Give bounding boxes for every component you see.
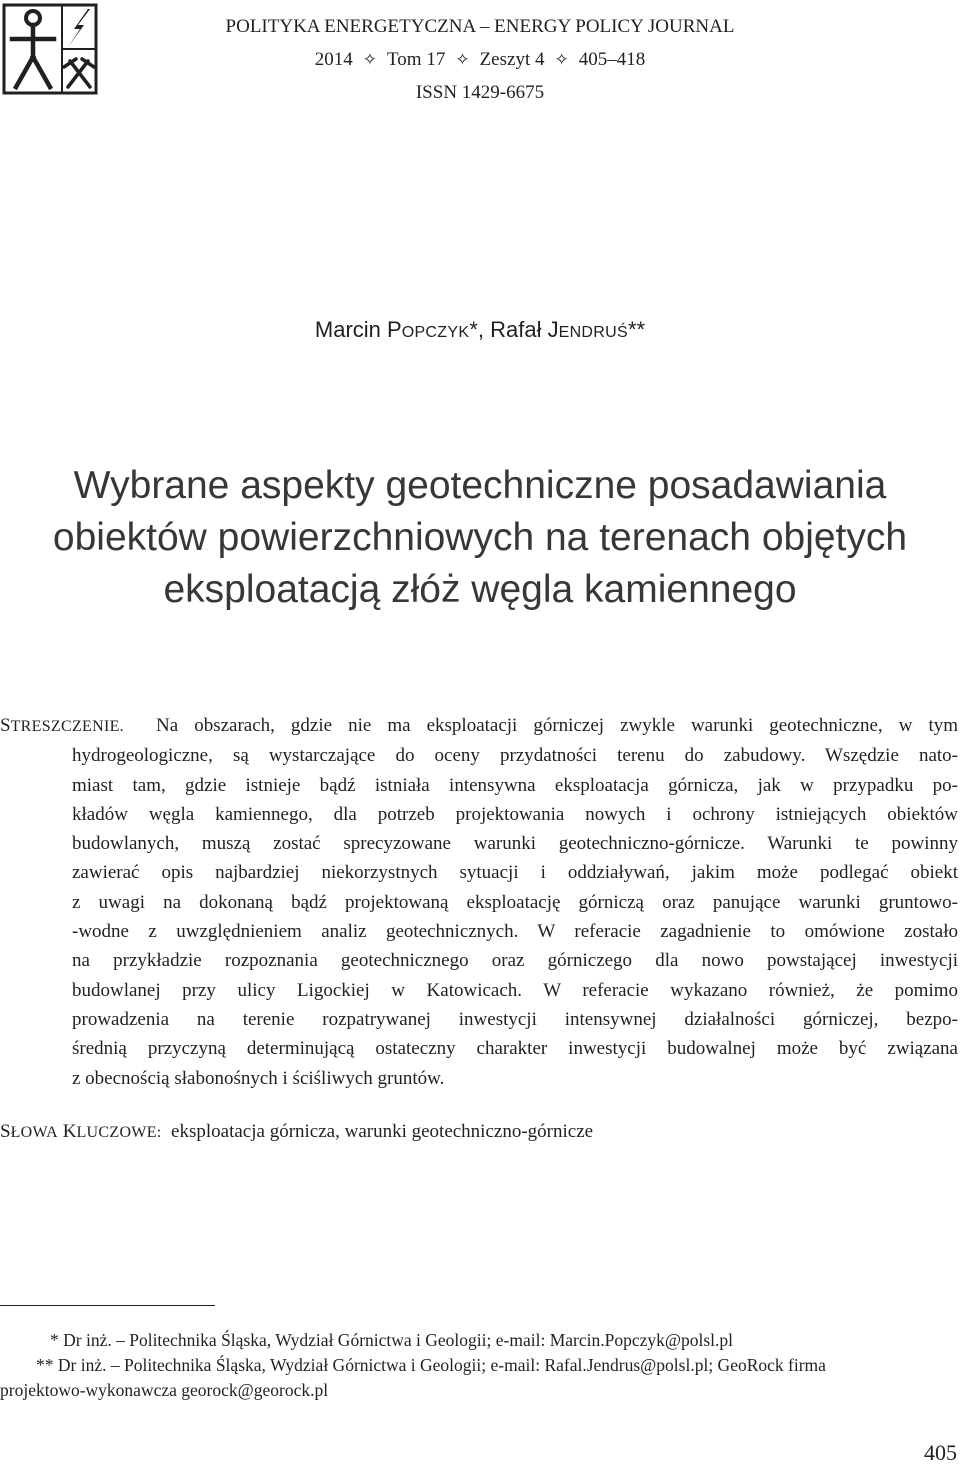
author-footnote-mark: *, bbox=[469, 317, 484, 342]
abstract-line: na przykładzie rozpoznania geotechnicznego oraz górniczego dla nowo powstającej inwestycji bbox=[72, 950, 958, 972]
paper-title bbox=[0, 460, 960, 616]
journal-volume: Tom 17 bbox=[387, 49, 446, 70]
abstract-line: budowlanej przy ulicy Ligockiej w Katowicach. W referacie wykazano również, że pomimo bbox=[72, 979, 958, 1001]
sparkle-separator-icon: ✧ bbox=[455, 50, 470, 69]
journal-year: 2014 bbox=[314, 49, 353, 70]
stick-figure-icon bbox=[12, 11, 54, 87]
footnote: ** Dr inż. – Politechnika Śląska, Wydział Górnictwa i Geologii; e-mail: Rafal.Jendrus@polsl.pl; GeoRock firma bbox=[36, 1355, 826, 1375]
journal-issue: Zeszyt 4 bbox=[479, 49, 545, 70]
title-line: eksploatacją złóż węgla kamiennego bbox=[163, 568, 797, 611]
author-given-name: Marcin bbox=[314, 317, 381, 342]
abstract-line: hydrogeologiczne, są wystarczające do oceny przydatności terenu do zabudowy. Wszędzie nato- bbox=[72, 745, 958, 767]
abstract bbox=[0, 711, 958, 1093]
author-surname: JENDRUŚ bbox=[547, 317, 628, 342]
journal-issue-line bbox=[220, 43, 740, 76]
footnote: * Dr inż. – Politechnika Śląska, Wydział Górnictwa i Geologii; e-mail: Marcin.Popczyk@polsl.pl bbox=[50, 1330, 734, 1350]
abstract-line: z uwagi na dokonaną bądź projektowaną eksploatację górniczą oraz panujące warunki gruntowo- bbox=[72, 891, 958, 913]
abstract-line: z obecnością słabonośnych i ściśliwych gruntów. bbox=[72, 1067, 445, 1089]
abstract-label: STRESZCZENIE. bbox=[0, 715, 124, 736]
abstract-line: budowlanych, muszą zostać sprecyzowane warunki geotechniczno-górnicze. Warunki te powinny bbox=[72, 833, 958, 855]
keywords-text: eksploatacja górnicza, warunki geotechniczno-górnicze bbox=[171, 1121, 594, 1142]
abstract-line: kładów węgla kamiennego, dla potrzeb projektowania nowych i ochrony istniejących obiektów bbox=[72, 803, 958, 825]
footnote-continuation: projektowo-wykonawcza georock@georock.pl bbox=[0, 1380, 329, 1400]
hammer-and-pick-icon bbox=[64, 59, 94, 87]
abstract-line: -wodne z uwzględnieniem analiz geotechnicznych. W referacie zagadnienie to omówione zostało bbox=[72, 921, 958, 943]
journal-header bbox=[220, 10, 740, 109]
title-line: obiektów powierzchniowych na terenach objętych bbox=[52, 516, 908, 559]
abstract-line: średnią przyczyną determinującą ostateczny charakter inwestycji budowalnej może być związana bbox=[72, 1038, 958, 1060]
title-line: Wybrane aspekty geotechniczne posadawiania bbox=[73, 464, 887, 507]
sparkle-separator-icon: ✧ bbox=[362, 50, 378, 69]
journal-issn: ISSN 1429-6675 bbox=[415, 82, 545, 103]
abstract-line: STRESZCZENIE. Na obszarach, gdzie nie ma eksploatacji górniczej zwykle warunki geotechniczne, w tym bbox=[0, 715, 958, 736]
journal-pages: 405–418 bbox=[578, 49, 646, 70]
journal-logo bbox=[2, 3, 98, 95]
author-given-name: Rafał bbox=[490, 317, 542, 342]
footnote-divider bbox=[0, 1305, 215, 1306]
keywords-label: SŁOWA KLUCZOWE: bbox=[0, 1121, 162, 1142]
footnotes bbox=[0, 1328, 958, 1403]
page-number: 405 bbox=[924, 1440, 957, 1465]
journal-name: POLITYKA ENERGETYCZNA – ENERGY POLICY JOURNAL bbox=[225, 16, 735, 37]
keywords bbox=[0, 1121, 960, 1143]
authors-line bbox=[0, 317, 960, 343]
abstract-line: zawierać opis najbardziej niekorzystnych sytuacji i oddziaływań, jakim może podlegać obiekt bbox=[72, 862, 958, 884]
abstract-line: miast tam, gdzie istnieje bądź istniała intensywna eksploatacja górnicza, jak w przypadku po- bbox=[72, 774, 958, 796]
author-footnote-mark: ** bbox=[627, 317, 646, 342]
author-surname: POPCZYK bbox=[387, 317, 470, 342]
lightning-bolt-icon bbox=[68, 9, 90, 47]
sparkle-separator-icon: ✧ bbox=[554, 50, 569, 69]
abstract-line: prowadzenia na terenie rozpatrywanej inwestycji intensywnej działalności górniczej, bezpo- bbox=[72, 1008, 958, 1030]
